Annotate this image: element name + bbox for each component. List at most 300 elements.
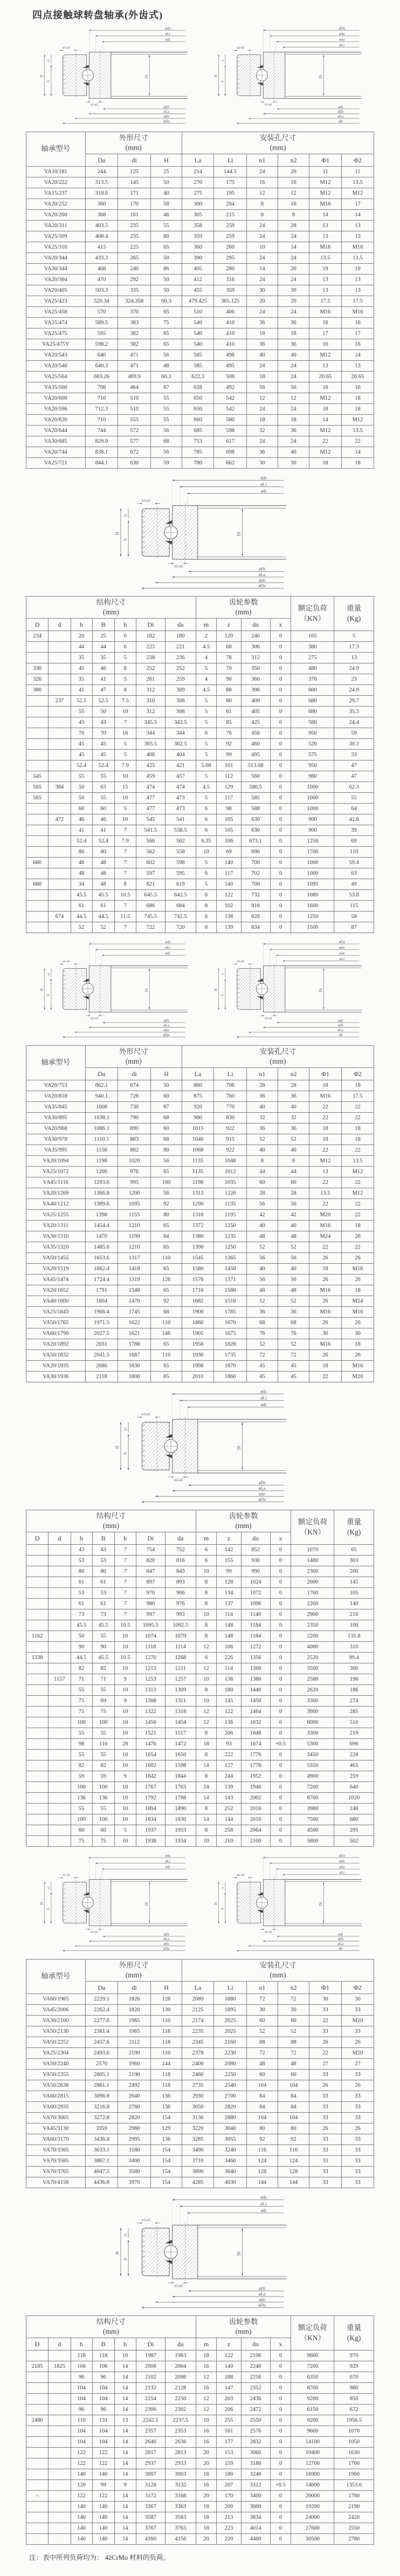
table-cell: 75 — [92, 1707, 114, 1717]
table-cell — [49, 685, 71, 696]
svg-text:Di: Di — [144, 988, 149, 992]
table-cell: 2010 — [182, 1372, 213, 1382]
table-cell: 2240 — [241, 2361, 270, 2372]
table-cell: 60.3 — [150, 296, 182, 307]
table-cell: 26 — [309, 1296, 341, 1307]
table-cell: 93 — [217, 1739, 241, 1750]
table-cell: 210 — [217, 1836, 241, 1847]
table-cell: 702 — [241, 868, 270, 879]
table-cell: 1012 — [214, 1167, 247, 1177]
table-cell: 1653.6 — [85, 1253, 118, 1264]
table-cell: M12 — [341, 188, 374, 199]
table-cell: 1630 — [334, 2448, 374, 2458]
table-cell: 80 — [92, 1566, 114, 1577]
table-cell: 830 — [214, 1113, 247, 1123]
table-cell: 154 — [150, 2113, 182, 2123]
table-cell: VA20/600 — [26, 393, 86, 404]
table-cell: 502 — [334, 1836, 374, 1847]
table-cell: 600 — [291, 685, 334, 696]
svg-text:ødo: ødo — [259, 1491, 266, 1497]
table-cell: 52.5 — [92, 696, 114, 707]
table-cell: 722 — [136, 922, 165, 933]
table-cell: 102 — [217, 901, 241, 912]
table-cell: 1070 — [291, 1545, 334, 1556]
table-cell: 226 — [217, 1653, 241, 1663]
table-cell: 26 — [341, 1231, 374, 1242]
col-header: H — [150, 154, 182, 167]
svg-text:H: H — [40, 1902, 44, 1905]
table-cell: 2605.1 — [85, 2070, 118, 2080]
table-cell: 22 — [309, 2048, 341, 2059]
table-cell: M24 — [309, 1231, 341, 1242]
table-cell: VA25/2304 — [26, 2048, 86, 2059]
table-cell — [26, 2437, 49, 2448]
table-cell: 40 — [246, 1264, 278, 1275]
table-cell — [26, 847, 49, 858]
col-header: m — [196, 619, 217, 631]
table-cell: VA20/744 — [26, 447, 86, 458]
table-cell: 236 — [165, 653, 196, 663]
table-cell: 2400 — [182, 2059, 213, 2070]
table-cell: 24 — [246, 167, 278, 177]
table-cell: 252 — [217, 1804, 241, 1814]
table-cell: 73 — [92, 1609, 114, 1620]
table-cell: 598 — [165, 858, 196, 868]
table-cell — [49, 1825, 71, 1836]
table-cell: 1316 — [182, 1210, 213, 1221]
table-cell: 2080 — [85, 1361, 118, 1372]
table-cell — [49, 642, 71, 653]
table-cell: 1068 — [182, 1145, 213, 1156]
table-cell: 396 — [241, 685, 270, 696]
table-cell: 100 — [71, 1814, 92, 1825]
table-cell: 128 — [217, 1577, 241, 1588]
table-cell: 1472 — [165, 1739, 196, 1750]
table-cell: 2160 — [214, 2037, 247, 2048]
table-cell: 0 — [270, 696, 291, 707]
table-cell: 1792 — [136, 1793, 165, 1804]
table-row — [26, 1663, 374, 1674]
table-row — [26, 2361, 374, 2372]
table-cell: 1987 — [136, 2351, 165, 2361]
table-cell: 3040 — [214, 2123, 247, 2134]
table-cell: 24.9 — [334, 663, 374, 674]
table-cell: 12 — [196, 1707, 217, 1717]
table-cell: 180 — [217, 1685, 241, 1696]
table-cell: 45 — [71, 750, 92, 761]
table-cell: +0.5 — [270, 2480, 291, 2491]
table-cell: 3003 — [165, 2469, 196, 2480]
table-row — [26, 1167, 374, 1177]
table-cell: 8 — [246, 199, 278, 210]
table-cell: 0 — [270, 2383, 291, 2394]
table-cell: 22 — [309, 1199, 341, 1210]
table-cell: 90 — [217, 674, 241, 685]
table-cell — [49, 1642, 71, 1653]
table-cell — [49, 1556, 71, 1566]
table-cell: 700 — [241, 879, 270, 890]
table-cell: 8 — [196, 1577, 217, 1588]
svg-text:b: b — [122, 2258, 128, 2260]
table-cell: 22 — [341, 1242, 374, 1253]
table-cell: 380 — [291, 642, 334, 653]
table-row — [26, 1793, 374, 1804]
table-cell: 1998 — [182, 1361, 213, 1372]
table-cell: 2196 — [241, 2351, 270, 2361]
table-cell: 60 — [246, 2016, 278, 2026]
table-cell — [49, 2426, 71, 2437]
table-cell: 18 — [309, 1123, 341, 1134]
table-cell: 560 — [241, 771, 270, 782]
table-cell: 976 — [165, 1599, 196, 1609]
table-cell: 2570 — [85, 2059, 118, 2070]
table-cell: 0 — [270, 890, 291, 901]
table-cell: 0 — [270, 1728, 291, 1739]
table-cell: 18 — [341, 1221, 374, 1231]
table-cell: 2025 — [214, 2016, 247, 2026]
table-cell: 2174 — [182, 2016, 213, 2026]
table-row — [26, 1156, 374, 1167]
table-cell: 1598 — [165, 1760, 196, 1771]
table-cell: 52 — [278, 2026, 309, 2037]
table-cell: 479.425 — [182, 296, 213, 307]
table-row — [26, 771, 374, 782]
table-cell: 13.5 — [341, 426, 374, 436]
table-cell: 140 — [217, 879, 241, 890]
table-row — [26, 231, 374, 242]
svg-text:h1: h1 — [47, 1886, 51, 1889]
svg-text:øLa: øLa — [163, 1024, 170, 1028]
table-cell: 5 — [196, 717, 217, 728]
table-cell: 950 — [291, 761, 334, 771]
table-cell: 17.5 — [341, 296, 374, 307]
table-cell: 146 — [150, 1328, 182, 1339]
table-cell — [26, 1814, 49, 1825]
col-header: b — [71, 2338, 92, 2351]
table-cell: 26 — [309, 1318, 341, 1328]
table-cell: 7 — [114, 847, 136, 858]
table-cell: 118 — [150, 2070, 182, 2080]
table-cell: 415 — [85, 242, 118, 253]
table-cell: VA50/1832 — [26, 1350, 86, 1361]
table-cell: 3359 — [85, 2123, 118, 2134]
table-cell: VA40/1600 — [26, 1296, 86, 1307]
table-cell: 800 — [182, 1080, 213, 1091]
table-cell: 0 — [270, 1707, 291, 1717]
table-cell: 5 — [334, 631, 374, 642]
table-cell: 10 — [196, 1696, 217, 1707]
table-cell: 196 — [334, 1674, 374, 1685]
table-row — [26, 793, 374, 804]
table-cell: 45 — [92, 750, 114, 761]
table-cell: 4500 — [291, 1825, 334, 1836]
table-cell: 144.5 — [214, 167, 247, 177]
table-cell: 3363 — [165, 2502, 196, 2512]
table-cell: 24 — [278, 307, 309, 318]
table-cell: 46 — [150, 210, 182, 221]
table-cell: 674 — [49, 912, 71, 922]
table-row — [26, 458, 374, 469]
table-cell: 65 — [150, 1221, 182, 1231]
table-row — [26, 285, 374, 296]
table-row — [26, 1210, 374, 1221]
table-cell: 1008 — [85, 1102, 118, 1113]
table-row — [26, 1566, 374, 1577]
svg-text:n2-ø2: n2-ø2 — [90, 103, 99, 107]
table-cell: 134 — [217, 1588, 241, 1599]
svg-text:øda: øda — [339, 38, 345, 42]
table-cell: 1250 — [214, 1242, 247, 1253]
table-cell: 540 — [182, 339, 213, 350]
table-cell: 58 — [150, 199, 182, 210]
table-cell: 0 — [270, 717, 291, 728]
table-cell: 7 — [114, 922, 136, 933]
table-cell: 0 — [270, 868, 291, 879]
table-cell: 110 — [150, 2048, 182, 2059]
col-header: Da — [85, 1068, 118, 1080]
svg-text:øLi: øLi — [165, 946, 170, 950]
table-cell — [26, 1728, 49, 1739]
col-header-rated-load: 额定负荷 （KN） — [291, 597, 334, 631]
table-cell: 9 — [114, 2480, 136, 2491]
table-cell: 2125 — [182, 2005, 213, 2016]
table-cell: 0 — [270, 631, 291, 642]
table-row — [26, 2156, 374, 2167]
table-cell: 8 — [196, 1631, 217, 1642]
table-cell: VA20/968 — [26, 1123, 86, 1134]
table-cell: 640.3 — [85, 361, 118, 372]
table-cell: 1662.4 — [85, 1264, 118, 1275]
table-cell: 161 — [217, 2426, 241, 2437]
table-cell: 1311 — [165, 1696, 196, 1707]
table-cell: 2002 — [241, 1793, 270, 1804]
table-cell: 510 — [182, 307, 213, 318]
table-cell: 11 — [341, 167, 374, 177]
bearing-cross-section-left — [26, 26, 200, 127]
col-header: d — [49, 619, 71, 631]
table-cell: 12 — [278, 393, 309, 404]
table-row — [26, 361, 374, 372]
table-cell: 5 — [114, 1825, 136, 1836]
table-cell: 2128 — [165, 2383, 196, 2394]
table-cell: 8 — [196, 1750, 217, 1760]
table-cell: 90 — [71, 1642, 92, 1653]
table-cell: 1880 — [214, 1994, 247, 2005]
table-cell — [49, 1696, 71, 1707]
table-cell — [26, 814, 49, 825]
table-cell: 2306 — [136, 2404, 165, 2415]
table-cell: 36 — [246, 1307, 278, 1318]
table-cell: 13 — [309, 361, 341, 372]
table-cell: 24.9 — [334, 685, 374, 696]
table-cell: 35 — [71, 674, 92, 685]
table-cell: VA30/978 — [26, 1134, 86, 1145]
table-cell: M12 — [309, 1156, 341, 1167]
table-cell: 140 — [92, 2469, 114, 2480]
table-cell: 140 — [71, 2512, 92, 2523]
table-cell: M16 — [341, 307, 374, 318]
table-cell: 1038.1 — [85, 1113, 118, 1123]
table-cell: 87 — [334, 922, 374, 933]
table-cell: 36 — [278, 426, 309, 436]
col-header-rated-load: 额定负荷 （KN） — [291, 2316, 334, 2351]
table-cell: 122 — [71, 2458, 92, 2469]
table-cell: 2520 — [291, 1653, 334, 1663]
table-cell: 570 — [85, 307, 118, 318]
table-cell: VA25/475Y — [26, 339, 86, 350]
table-cell: 14 — [246, 264, 278, 275]
table-cell: 275 — [291, 653, 334, 663]
table-cell — [49, 1631, 71, 1642]
table-cell: 52 — [246, 2026, 278, 2037]
table-cell: 2250 — [165, 2394, 196, 2404]
table-cell: 0 — [270, 2372, 291, 2383]
table-cell: 2636 — [165, 2437, 196, 2448]
table-cell: 6 — [196, 825, 217, 836]
svg-text:ødi: ødi — [338, 105, 343, 109]
table-cell: 555 — [118, 415, 151, 426]
table-cell: 104 — [71, 2394, 92, 2404]
table-row — [26, 631, 374, 642]
svg-text:n1-ø1: n1-ø1 — [141, 2217, 151, 2222]
col-group-structure-dims: 结构尺寸 (mm) — [26, 2316, 196, 2338]
table-row — [26, 242, 374, 253]
table-cell: 61 — [71, 1577, 92, 1588]
table-cell: 22 — [341, 1145, 374, 1156]
table-cell: VA20/222 — [26, 177, 86, 188]
svg-text:n1-ø1: n1-ø1 — [264, 1017, 273, 1020]
table-cell: 22 — [309, 436, 341, 447]
table-cell: VA20/818 — [26, 1091, 86, 1102]
table-cell: 36 — [278, 1123, 309, 1134]
table-cell: 970 — [334, 2351, 374, 2361]
table-cell: 1648 — [241, 1728, 270, 1739]
col-header: n2 — [278, 1068, 309, 1080]
table-cell: 20 — [71, 631, 92, 642]
table-cell: 1830 — [118, 1361, 151, 1372]
table-cell: 1860 — [214, 1372, 247, 1382]
table-cell: 6 — [196, 1556, 217, 1566]
table-cell: 1366.8 — [85, 1188, 118, 1199]
table-cell: 129 — [217, 782, 241, 793]
table-cell: 33 — [309, 2156, 341, 2167]
table-cell: 469.9 — [118, 372, 151, 382]
table-cell: 785 — [182, 447, 213, 458]
table-cell: 114 — [217, 1663, 241, 1674]
table-cell: 136 — [150, 2091, 182, 2102]
table-row — [26, 1145, 374, 1156]
table-cell: 8700 — [291, 2383, 334, 2394]
table-cell: 0 — [270, 2415, 291, 2426]
svg-text:ødi: ødi — [338, 1933, 343, 1937]
table-cell: 686 — [136, 901, 165, 912]
table-cell: 26 — [341, 2123, 374, 2134]
table-cell: 13.5 — [341, 177, 374, 188]
table-cell: 48 — [246, 1231, 278, 1242]
table-cell: 1724.4 — [85, 1275, 118, 1285]
table-cell: 3450 — [291, 1750, 334, 1760]
table-row — [26, 2037, 374, 2048]
table-cell: 1470 — [85, 1231, 118, 1242]
table-cell: 382 — [118, 328, 151, 339]
table-cell: 124 — [278, 2156, 309, 2167]
table-cell — [49, 858, 71, 868]
table-cell: 84 — [278, 2091, 309, 2102]
svg-text:b: b — [220, 994, 225, 996]
table-row — [26, 221, 374, 231]
table-cell — [26, 1750, 49, 1760]
table-cell: 55 — [92, 1728, 114, 1739]
table-cell: 13 — [341, 221, 374, 231]
table-cell: 1938 — [136, 1836, 165, 1847]
table-cell: 48 — [71, 868, 92, 879]
table-row — [26, 1328, 374, 1339]
table-cell: 56 — [246, 1275, 278, 1285]
table-cell: 4 — [196, 674, 217, 685]
table-row — [26, 177, 374, 188]
table-cell: 16 — [278, 177, 309, 188]
table-cell: 20 — [278, 296, 309, 307]
spec-table-5-outer-mounting — [26, 1959, 374, 2188]
table-cell: 18 — [309, 1264, 341, 1275]
table-cell: VA35/995 — [26, 1145, 86, 1156]
table-cell: 0 — [270, 2491, 291, 2502]
table-cell: 52 — [278, 1242, 309, 1253]
table-row — [26, 782, 374, 793]
table-cell: 10400 — [291, 2448, 334, 2458]
table-cell: 980 — [291, 771, 334, 782]
table-cell: 7.9 — [114, 761, 136, 771]
svg-text:øDi: øDi — [259, 1480, 266, 1485]
table-row — [26, 350, 374, 361]
table-cell: 36 — [246, 318, 278, 328]
table-cell: 18 — [278, 415, 309, 426]
table-cell: 61 — [71, 901, 92, 912]
table-cell: 48 — [278, 2059, 309, 2070]
table-cell: 16 — [309, 318, 341, 328]
table-cell: 410 — [214, 318, 247, 328]
table-cell: 875 — [182, 1091, 213, 1102]
table-cell: 0 — [270, 728, 291, 739]
table-cell: 20 — [196, 2491, 217, 2502]
svg-text:øLi: øLi — [165, 32, 170, 37]
table-cell — [49, 1750, 71, 1760]
table-cell: 8 — [278, 210, 309, 221]
table-cell: 7 — [114, 1566, 136, 1577]
table-cell: 1250 — [291, 836, 334, 847]
svg-text:øDi: øDi — [337, 1024, 343, 1028]
table-cell: 7200 — [291, 2361, 334, 2372]
table-cell: 138 — [217, 1674, 241, 1685]
table-cell: 47 — [334, 771, 374, 782]
table-cell: 473 — [165, 804, 196, 814]
table-cell: 2493.6 — [85, 2048, 118, 2059]
table-cell: 1844 — [165, 1771, 196, 1782]
table-cell: 117 — [217, 793, 241, 804]
col-header-model: 轴承型号 — [26, 1960, 86, 1994]
table-cell: 14 — [114, 2512, 136, 2523]
table-cell — [49, 1545, 71, 1556]
table-cell: 16900 — [291, 2469, 334, 2480]
table-cell: 85 — [150, 1242, 182, 1253]
table-cell: 1458 — [214, 1264, 247, 1275]
table-cell: 1670 — [214, 1318, 247, 1328]
table-cell — [49, 2523, 71, 2534]
table-row — [26, 890, 374, 901]
table-cell: 477 — [136, 793, 165, 804]
table-cell: 270 — [182, 177, 213, 188]
svg-text:øLa: øLa — [258, 572, 266, 577]
